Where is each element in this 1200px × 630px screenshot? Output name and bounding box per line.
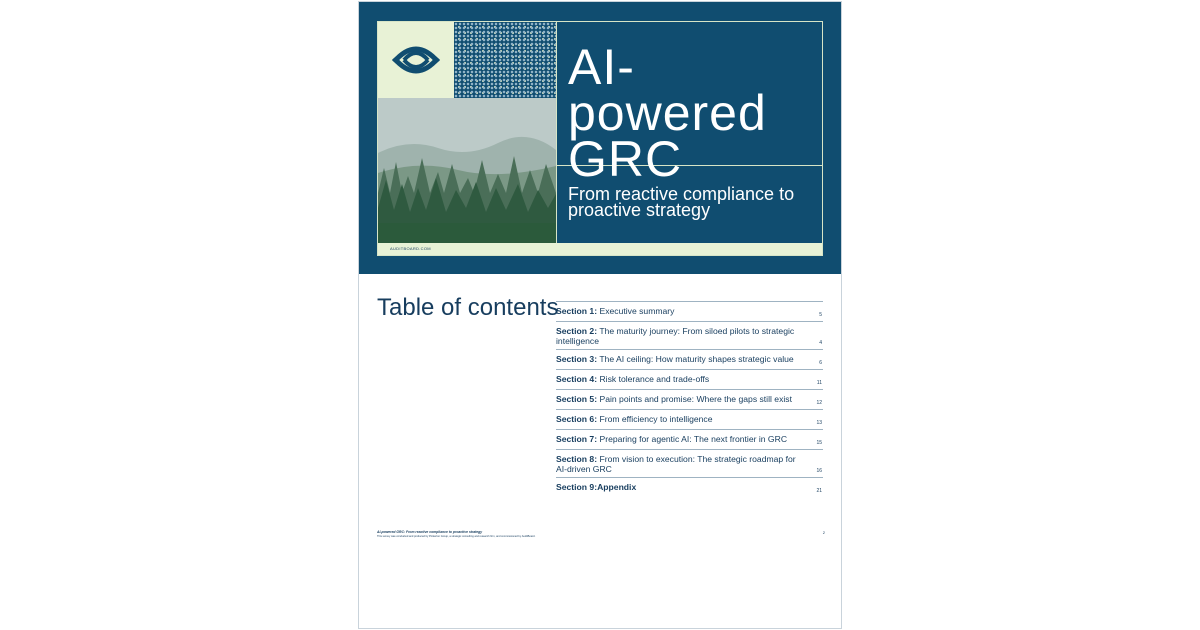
toc-heading: Table of contents bbox=[377, 294, 559, 321]
toc-section-label: Section 3: bbox=[556, 354, 598, 364]
toc-item[interactable] bbox=[556, 370, 823, 390]
site-strip bbox=[378, 243, 822, 255]
toc-item[interactable] bbox=[556, 350, 823, 370]
toc-item[interactable] bbox=[556, 430, 823, 450]
cover-vertical-divider bbox=[556, 22, 557, 243]
toc-page-number: 15 bbox=[816, 440, 822, 446]
toc-item-title: Appendix bbox=[597, 482, 637, 492]
toc-item[interactable] bbox=[556, 390, 823, 410]
logo-cell bbox=[378, 22, 454, 98]
cover-title: AI-powered GRC bbox=[568, 39, 767, 187]
toc-section-label: Section 5: bbox=[556, 394, 598, 404]
footer-note: This survey was conducted and produced by Pinkerton Group, a strategic consulting and research firm, and commissioned by AuditBoard. bbox=[377, 535, 536, 538]
toc-section-label: Section 6: bbox=[556, 414, 598, 424]
toc-item-title: The AI ceiling: How maturity shapes strategic value bbox=[599, 354, 794, 364]
toc-page-number: 11 bbox=[816, 380, 822, 386]
toc-page-number: 13 bbox=[816, 420, 822, 426]
toc-item-title: Preparing for agentic AI: The next frontier in GRC bbox=[599, 434, 788, 444]
toc-item-title: Pain points and promise: Where the gaps still exist bbox=[599, 394, 792, 404]
misty-forest-photo bbox=[378, 98, 556, 243]
toc-item[interactable] bbox=[556, 322, 823, 350]
site-url: AUDITBOARD.COM bbox=[390, 246, 431, 251]
toc-section-label: Section 2: bbox=[556, 326, 598, 336]
toc-page-number: 6 bbox=[819, 360, 822, 366]
footer-page-number: 2 bbox=[822, 530, 825, 535]
toc-item[interactable] bbox=[556, 450, 823, 478]
document-page bbox=[358, 1, 842, 629]
toc-page-number: 12 bbox=[816, 400, 822, 406]
footer-title: AI-powered GRC: From reactive compliance to proactive strategy bbox=[377, 530, 483, 534]
toc-page-number: 4 bbox=[819, 340, 822, 346]
cover-panel bbox=[359, 2, 841, 274]
toc-section-label: Section 8: bbox=[556, 454, 598, 464]
page-footer bbox=[377, 530, 825, 538]
toc-page-number: 16 bbox=[816, 468, 822, 474]
toc-page-number: 21 bbox=[816, 488, 822, 494]
toc-item-title: From efficiency to intelligence bbox=[599, 414, 713, 424]
toc-item[interactable] bbox=[556, 478, 823, 497]
toc-item-title: Risk tolerance and trade-offs bbox=[599, 374, 710, 384]
dot-pattern-graphic bbox=[454, 22, 556, 98]
auditboard-eye-logo-icon bbox=[378, 22, 454, 98]
cover-subtitle: From reactive compliance to proactive strategy bbox=[568, 184, 795, 220]
toc-item-title: From vision to execution: The strategic roadmap for AI-driven GRC bbox=[556, 454, 796, 474]
toc-item[interactable] bbox=[556, 302, 823, 322]
toc-section-label: Section 9: bbox=[556, 482, 598, 492]
table-of-contents bbox=[556, 301, 823, 497]
toc-page-number: 5 bbox=[819, 312, 822, 318]
toc-item-title: The maturity journey: From siloed pilots to strategic intelligence bbox=[556, 326, 795, 346]
toc-section-label: Section 7: bbox=[556, 434, 598, 444]
toc-section-label: Section 4: bbox=[556, 374, 598, 384]
toc-item[interactable] bbox=[556, 410, 823, 430]
toc-item-title: Executive summary bbox=[599, 306, 675, 316]
toc-section-label: Section 1: bbox=[556, 306, 598, 316]
